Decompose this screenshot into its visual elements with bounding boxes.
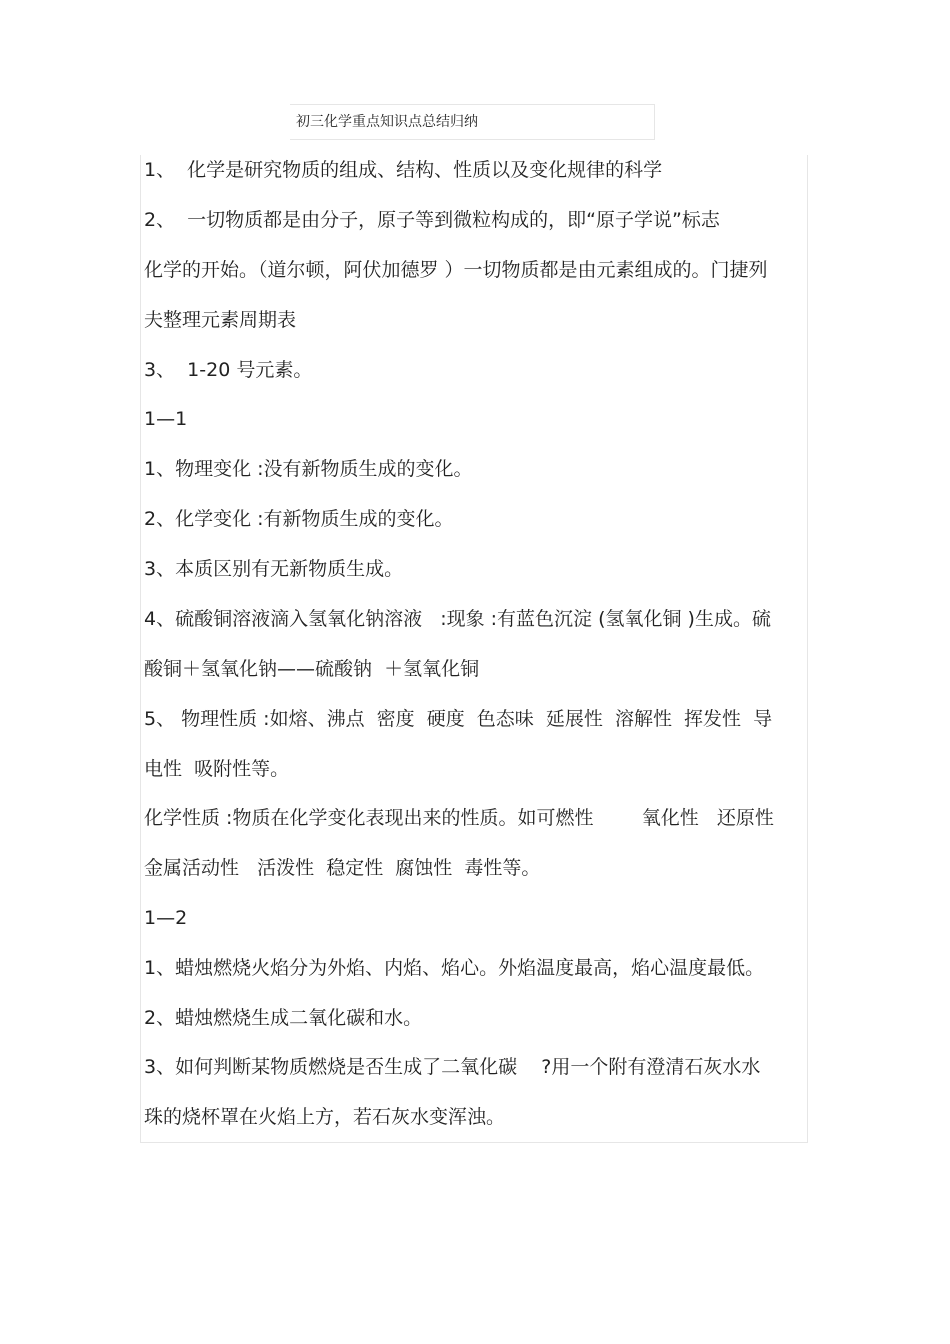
text-line: 5、 物理性质 :如熔、沸点 密度 硬度 色态味 延展性 溶解性 挥发性 导 [144,708,773,730]
text-line: 3、如何判断某物质燃烧是否生成了二氧化碳 ?用一个附有澄清石灰水水 [144,1056,761,1078]
text-line: 化学性质 :物质在化学变化表现出来的性质。如可燃性 氧化性 还原性 [144,807,774,829]
text-line: 金属活动性 活泼性 稳定性 腐蚀性 毒性等。 [144,857,541,879]
text-line: 1、 化学是研究物质的组成、结构、性质以及变化规律的科学 [144,159,663,181]
text-line: 1、蜡烛燃烧火焰分为外焰、内焰、焰心。外焰温度最高，焰心温度最低。 [144,957,765,979]
title-box [290,104,655,140]
text-line: 2、蜡烛燃烧生成二氧化碳和水。 [144,1007,423,1029]
text-line: 4、硫酸铜溶液滴入氢氧化钠溶液 :现象 :有蓝色沉淀 (氢氧化铜 )生成。硫 [144,608,771,630]
content-frame [140,155,808,1143]
text-line: 1—1 [144,408,188,430]
text-line: 1、物理变化 :没有新物质生成的变化。 [144,458,473,480]
text-line: 3、 1-20 号元素。 [144,359,313,381]
text-line: 电性 吸附性等。 [144,758,290,780]
text-line: 酸铜＋氢氧化钠——硫酸钠 ＋氢氧化铜 [144,658,480,680]
text-line: 1—2 [144,907,188,929]
text-line: 2、 一切物质都是由分子，原子等到微粒构成的，即“原子学说”标志 [144,209,720,231]
document-title: 初三化学重点知识点总结归纳 [296,114,478,130]
text-line: 化学的开始。（道尔顿，阿伏加德罗 ）一切物质都是由元素组成的。门捷列 [144,259,768,281]
text-line: 3、本质区别有无新物质生成。 [144,558,404,580]
text-line: 珠的烧杯罩在火焰上方，若石灰水变浑浊。 [144,1106,506,1128]
text-line: 2、化学变化 :有新物质生成的变化。 [144,508,454,530]
text-line: 夫整理元素周期表 [144,309,297,331]
